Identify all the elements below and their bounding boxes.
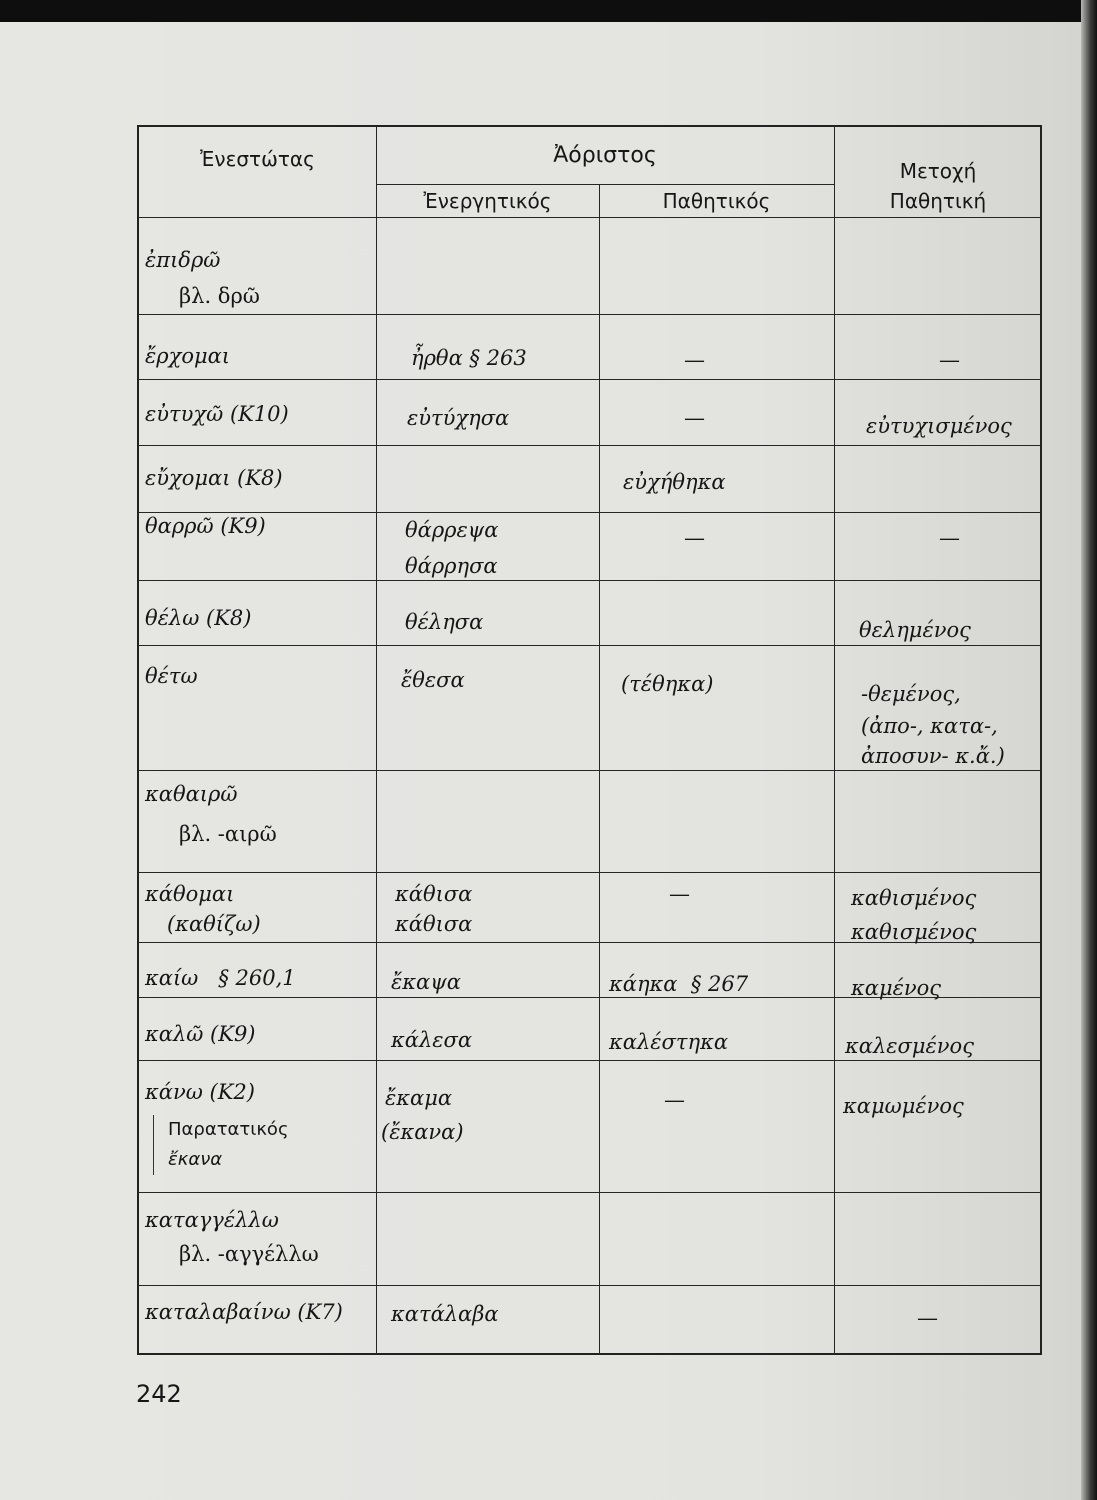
active-aorist-form: κατάλαβα [391, 1302, 499, 1326]
active-aorist-alternate: (ἔκανα) [381, 1120, 464, 1144]
header-passive: Παθητικός [662, 189, 771, 213]
verb-table [137, 125, 1042, 1355]
participle-form: καλεσμένος [845, 1034, 974, 1058]
row-divider [139, 580, 1040, 581]
present-form: καταλαβαίνω (Κ7) [145, 1300, 343, 1324]
active-aorist-form: ἔθεσα [401, 668, 465, 692]
participle-form: καμωμένος [843, 1094, 964, 1118]
header-present: Ἐνεστώτας [200, 147, 315, 171]
page-edge-right [1081, 0, 1097, 1500]
present-form: ἐπιδρῶ [145, 248, 221, 272]
row-divider [139, 1285, 1040, 1286]
cross-reference: βλ. δρῶ [179, 284, 260, 308]
active-aorist-form: ἔκαψα [391, 970, 461, 994]
passive-aorist-form: καλέστηκα [609, 1030, 729, 1054]
row-divider [139, 379, 1040, 380]
participle-compounds: (ἀπο-, κατα-, [861, 714, 998, 738]
participle-form: θελημένος [859, 618, 971, 642]
imperfect-form: ἔκανα [153, 1145, 222, 1175]
active-aorist-form: ἔκαμα [385, 1086, 453, 1110]
present-form: καίω § 260,1 [145, 966, 296, 990]
cross-reference: βλ. -αιρῶ [179, 822, 277, 846]
cross-reference: βλ. -αγγέλλω [179, 1242, 319, 1266]
row-divider [139, 512, 1040, 513]
present-form: καταγγέλλω [145, 1208, 279, 1232]
row-divider [139, 645, 1040, 646]
participle-form: καθισμένος [851, 886, 977, 910]
passive-aorist-dash: — [684, 348, 705, 372]
header-aorist: Ἀόριστος [553, 143, 657, 168]
active-aorist-form: θέλησα [405, 610, 484, 634]
participle-form: -θεμένος, [861, 682, 961, 706]
col-divider-aorist [834, 127, 835, 1355]
present-form: θέλω (Κ8) [145, 606, 252, 630]
header-participle-line1: Μετοχή [899, 159, 977, 183]
participle-form: καμένος [851, 976, 942, 1000]
row-divider [139, 445, 1040, 446]
active-aorist-form: κάλεσα [391, 1028, 473, 1052]
participle-form: καθισμένος [851, 920, 977, 944]
passive-aorist-form: (τέθηκα) [621, 672, 714, 696]
active-aorist-form: κάθισα [395, 912, 473, 936]
present-alternate-form: (καθίζω) [167, 912, 261, 936]
passive-aorist-form: κάηκα § 267 [609, 972, 749, 996]
present-form: ἔρχομαι [145, 344, 231, 368]
row-divider [139, 1192, 1040, 1193]
page-number: 242 [136, 1380, 182, 1408]
header-participle-line2: Παθητική [889, 189, 987, 213]
row-divider [139, 314, 1040, 315]
passive-aorist-form: εὐχήθηκα [623, 470, 726, 494]
page-edge-top [0, 0, 1097, 22]
present-form: εὐτυχῶ (Κ10) [145, 402, 289, 426]
participle-form: εὐτυχισμένος [866, 414, 1012, 438]
present-form: κάνω (Κ2) [145, 1080, 255, 1104]
present-form: θέτω [145, 664, 198, 688]
header-bottom-line [139, 217, 1040, 218]
header-active: Ἐνεργητικός [423, 189, 552, 213]
active-aorist-form: ἦρθα § 263 [411, 346, 527, 370]
present-form: κάθομαι [145, 882, 235, 906]
passive-aorist-dash: — [664, 1088, 685, 1112]
row-divider [139, 872, 1040, 873]
participle-dash: — [939, 526, 960, 550]
passive-aorist-dash: — [669, 882, 690, 906]
participle-dash: — [917, 1306, 938, 1330]
active-aorist-form: θάρρησα [405, 554, 498, 578]
active-aorist-form: κάθισα [395, 882, 473, 906]
active-aorist-form: εὐτύχησα [407, 406, 510, 430]
passive-aorist-dash: — [684, 526, 705, 550]
participle-compounds: ἀποσυν- κ.ἄ.) [861, 744, 1005, 768]
col-divider-present [376, 127, 377, 1355]
participle-dash: — [939, 348, 960, 372]
imperfect-label: Παρατατικός [153, 1115, 289, 1145]
passive-aorist-dash: — [684, 406, 705, 430]
present-form: θαρρῶ (Κ9) [145, 514, 266, 538]
active-aorist-form: θάρρεψα [405, 518, 499, 542]
present-form: καθαιρῶ [145, 782, 238, 806]
aorist-underline [376, 184, 834, 185]
present-form: καλῶ (Κ9) [145, 1022, 256, 1046]
present-form: εὔχομαι (Κ8) [145, 466, 283, 490]
